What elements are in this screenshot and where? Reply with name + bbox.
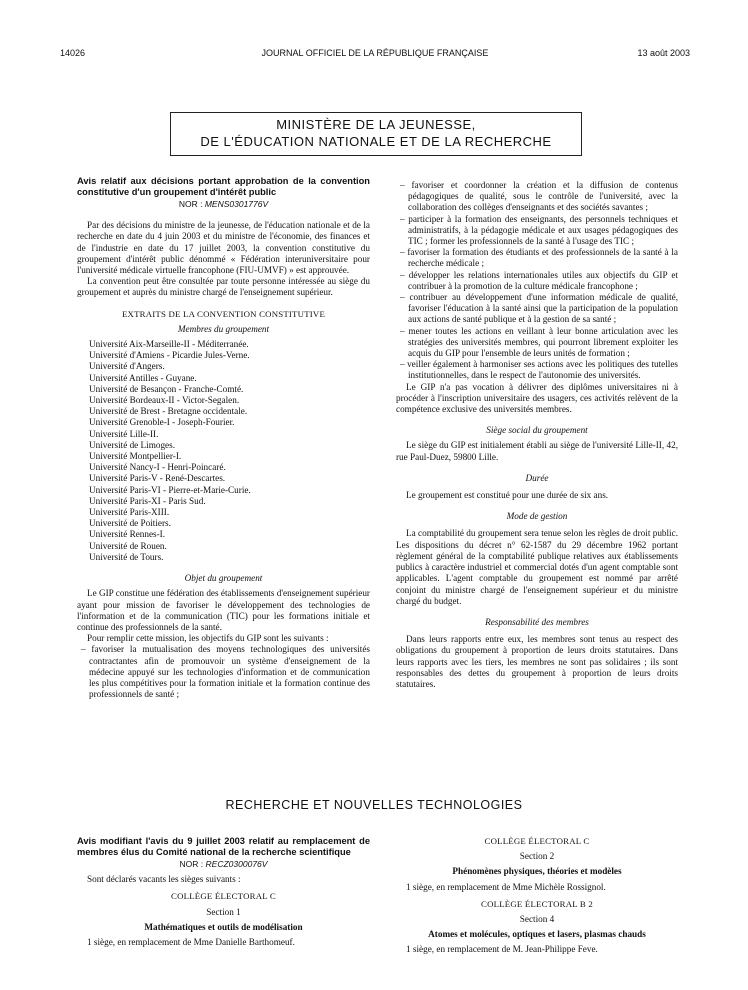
extraits-heading: EXTRAITS DE LA CONVENTION CONSTITUTIVE xyxy=(121,308,326,319)
member-item: Université Paris-VI - Pierre-et-Marie-Curie. xyxy=(89,484,251,495)
membres-heading: Membres du groupement xyxy=(177,323,270,334)
duree-heading: Durée xyxy=(525,472,549,483)
member-item: Université de Besançon - Franche-Comté. xyxy=(89,383,244,394)
section-number: Section 1 xyxy=(206,906,241,917)
section-number: Section 4 xyxy=(519,914,555,925)
member-item: Université d'Amiens - Picardie Jules-Verne. xyxy=(89,350,250,361)
member-item: Université de Poitiers. xyxy=(89,518,171,529)
page-header xyxy=(60,48,690,62)
section-subject: Atomes et molécules, optiques et lasers, plasmas chauds xyxy=(428,929,646,940)
member-item: Université Lille-II. xyxy=(89,428,159,439)
member-item: Université Rennes-I. xyxy=(89,529,166,540)
member-item: Université Grenoble-I - Joseph-Fourier. xyxy=(89,417,235,428)
lower-right-column xyxy=(396,836,678,956)
gestion-paragraph: La comptabilité du groupement sera tenue selon les règles de droit public. Les dispositions du décret n° 62-1587 du 29 décembre 1962 portant règlement général de la comptabilité publique relatives aux établissements publics à caractère industriel et commercial dotés d'un agent comptable sont applicables. L'agent comptable du groupement est nommé par arrêté conjoint du ministre chargé de l'enseignement supérieur et du ministre chargé du budget. xyxy=(396,528,678,606)
nor-reference: NOR : MENS0301776V xyxy=(178,199,269,209)
member-item: Université d'Angers. xyxy=(89,361,165,372)
siege-heading: Siège social du groupement xyxy=(486,425,588,436)
member-item: Université de Limoges. xyxy=(89,439,175,450)
avis-title: Avis relatif aux décisions portant approbation de la convention constitutive d'un groupement d'intérêt public xyxy=(77,176,370,197)
duree-paragraph: Le groupement est constitué pour une durée de six ans. xyxy=(406,490,609,501)
member-item: Université Paris-V - René-Descartes. xyxy=(89,473,226,484)
lower-left-column xyxy=(77,836,370,948)
left-column xyxy=(77,176,370,700)
objectif-item: – participer à la formation des enseignants, des personnels techniques et administratifs, à la pédagogie médicale et aux usages pédagogiques des TIC ; former les professionnels de la santé à l'usage des TIC ; xyxy=(400,213,678,247)
avis-cnrs-title: Avis modifiant l'avis du 9 juillet 2003 relatif au remplacement de membres élus du Comité national de la recherche scientifique xyxy=(77,836,370,857)
member-item: Université de Brest - Bretagne occidentale. xyxy=(89,406,248,417)
member-item: Université de Rouen. xyxy=(89,540,167,551)
objectif-item: – favoriser la formation des étudiants et des professionnels de la santé à la recherche médicale ; xyxy=(400,247,678,269)
member-item: Université Antilles - Guyane. xyxy=(89,372,197,383)
objectif-item: – contribuer au développement d'une information médicale de qualité, favoriser l'éducation à la santé ainsi que la participation de la population aux actions de santé publique et à la gestion de sa santé ; xyxy=(400,292,678,325)
member-item: Université Paris-XIII. xyxy=(89,507,170,518)
seat-entry: 1 siège, en remplacement de M. Jean-Philippe Feve. xyxy=(406,944,598,955)
college-heading: COLLÈGE ÉLECTORAL B 2 xyxy=(481,898,593,909)
objectif-item: – mener toutes les actions en veillant à leur bonne articulation avec les stratégies des universités membres, qui pourront librement exploiter les acquis du GIP pour l'ensemble de leurs unités de formation ; xyxy=(400,325,678,359)
vacants-intro: Sont déclarés vacants les sièges suivants : xyxy=(87,874,241,885)
objectifs-list-right xyxy=(396,180,678,382)
member-item: Université Montpellier-I. xyxy=(89,451,182,462)
seat-entry: 1 siège, en remplacement de Mme Michèle Rossignol. xyxy=(406,881,606,892)
ministry-box xyxy=(170,112,582,156)
member-item: Université Paris-XI - Paris Sud. xyxy=(89,495,206,506)
section-number: Section 2 xyxy=(519,851,555,862)
journal-title: JOURNAL OFFICIEL DE LA RÉPUBLIQUE FRANÇAISE xyxy=(261,48,489,58)
section-subject: Mathématiques et outils de modélisation xyxy=(144,921,303,932)
responsabilite-paragraph: Dans leurs rapports entre eux, les membres sont tenus au respect des obligations du groupement à proportion de leurs droits statutaires. Dans leurs rapports avec les tiers, les membres ne sont pas solidaires ; ils sont responsables des dettes du groupement à proportion de leurs droits statutaires. xyxy=(396,634,678,689)
objectif-item: – favoriser la mutualisation des moyens technologiques des universités contractantes afin de promouvoir un système d'enseignement de la médecine appuyé sur les technologies d'information et de communication les plus compétitives pour la formation initiale et la formation continue des professionnels de santé ; xyxy=(81,644,370,700)
college-heading: COLLÈGE ÉLECTORAL C xyxy=(484,836,590,846)
member-item: Université Bordeaux-II - Victor-Segalen. xyxy=(89,395,240,406)
section-heading: RECHERCHE ET NOUVELLES TECHNOLOGIES xyxy=(225,798,523,812)
objectif-item: – développer les relations internationales utiles aux objectifs du GIP et contribuer à la promotion de la culture médicale francophone ; xyxy=(400,269,678,291)
member-item: Université Nancy-I - Henri-Poincaré. xyxy=(89,462,226,473)
objectifs-intro: Pour remplir cette mission, les objectifs du GIP sont les suivants : xyxy=(87,633,329,644)
gestion-heading: Mode de gestion xyxy=(506,511,568,522)
consultation-paragraph: La convention peut être consultée par toute personne intéressée au siège du groupement et auprès du ministre chargé de l'enseignement supérieur. xyxy=(77,276,370,298)
gip-note: Le GIP n'a pas vocation à délivrer des diplômes universitaires ni à procéder à l'inscription universitaire des usagers, ces activités relèvent de la compétence exclusive des universités membres. xyxy=(396,381,678,415)
publication-date: 13 août 2003 xyxy=(637,48,690,58)
ministry-line-1: MINISTÈRE DE LA JEUNESSE, xyxy=(276,117,476,132)
responsabilite-heading: Responsabilité des membres xyxy=(485,616,589,627)
objet-paragraph: Le GIP constitue une fédération des établissements d'enseignement supérieur ayant pour mission de favoriser le développement des technologies de l'information et de la communication (TIC) pour les formations initiale et continue des professionnels de la santé. xyxy=(77,588,370,632)
member-item: Université de Tours. xyxy=(89,551,164,562)
members-list xyxy=(77,339,370,563)
member-item: Université Aix-Marseille-II - Méditerranée. xyxy=(89,339,249,350)
college-heading: COLLÈGE ÉLECTORAL C xyxy=(171,891,276,902)
siege-paragraph: Le siège du GIP est initialement établi au siège de l'université Lille-II, 42, rue Paul-Duez, 59800 Lille. xyxy=(396,440,678,462)
objectif-item: – veiller également à harmoniser ses actions avec les politiques des tutelles institutionnelles, dans le respect de l'autonomie des universités. xyxy=(400,359,678,381)
section-subject: Phénomènes physiques, théories et modèles xyxy=(452,866,622,877)
nor-reference-2: NOR : RECZ0300076V xyxy=(179,859,268,869)
right-column xyxy=(396,180,678,690)
objet-heading: Objet du groupement xyxy=(184,573,263,584)
decision-paragraph: Par des décisions du ministre de la jeunesse, de l'éducation nationale et de la recherche en date du 4 juin 2003 et du ministre de l'économie, des finances et de l'industrie en date du 17 juillet 2003, la convention constitutive du groupement d'intérêt public dénommé « Fédération interuniversitaire pour l'université médicale virtuelle francophone (FIU-UMVF) » est approuvée. xyxy=(77,220,370,276)
page-number: 14026 xyxy=(60,48,86,58)
ministry-line-2: DE L'ÉDUCATION NATIONALE ET DE LA RECHERCHE xyxy=(200,134,552,149)
objectifs-list-left xyxy=(77,644,370,700)
seat-entry: 1 siège, en remplacement de Mme Danielle Barthomeuf. xyxy=(87,937,295,948)
objectif-item: – favoriser et coordonner la création et la diffusion de contenus pédagogiques de qualité, sous le contrôle de l'université, avec la collaboration des collèges d'enseignants et des sociétés savantes ; xyxy=(400,180,678,213)
